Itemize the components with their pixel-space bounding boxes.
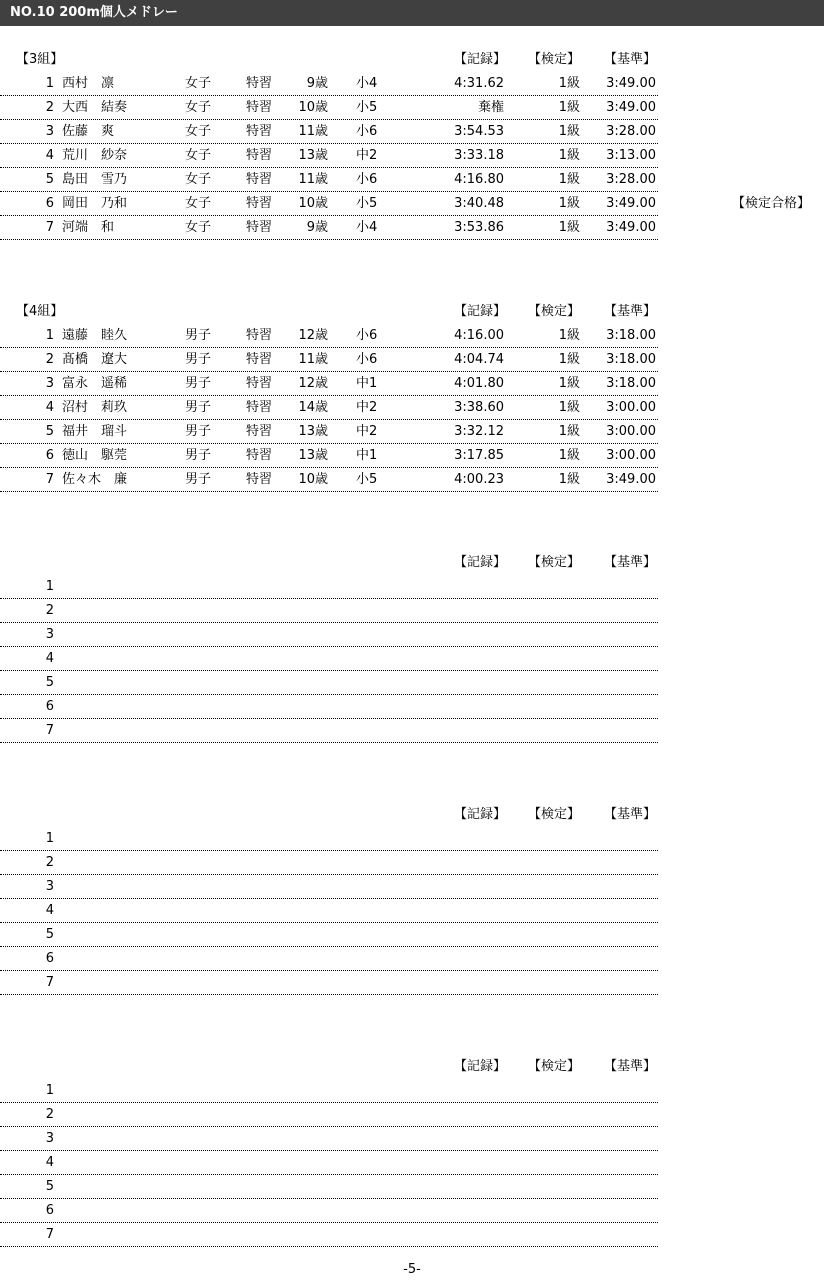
category: 特習 bbox=[246, 376, 273, 391]
entry-number: 6 bbox=[45, 196, 54, 211]
record-time: 3:54.53 bbox=[454, 124, 504, 139]
test-level: 1級 bbox=[558, 220, 580, 235]
standard-header: 【基準】 bbox=[604, 52, 657, 67]
record-time: 3:40.48 bbox=[454, 196, 504, 211]
entry-number: 5 bbox=[45, 1179, 54, 1194]
school-grade: 小6 bbox=[356, 328, 378, 343]
table-row bbox=[0, 695, 658, 719]
gender: 女子 bbox=[185, 100, 212, 115]
record-time: 4:00.23 bbox=[454, 472, 504, 487]
entry-number: 2 bbox=[45, 352, 54, 367]
group-header bbox=[0, 1055, 824, 1079]
gender: 男子 bbox=[185, 472, 212, 487]
school-grade: 小6 bbox=[356, 172, 378, 187]
table-row bbox=[0, 875, 658, 899]
standard-time: 3:00.00 bbox=[606, 424, 656, 439]
school-grade: 中2 bbox=[356, 424, 378, 439]
table-row bbox=[0, 851, 658, 875]
table-row bbox=[0, 1079, 658, 1103]
table-row bbox=[0, 96, 658, 120]
swimmer-name: 西村 凛 bbox=[62, 76, 115, 91]
swimmer-name: 佐藤 爽 bbox=[62, 124, 115, 139]
table-row bbox=[0, 216, 658, 240]
swimmer-name: 富永 遥稀 bbox=[62, 376, 128, 391]
entry-number: 7 bbox=[45, 220, 54, 235]
age: 9歳 bbox=[306, 220, 328, 235]
age: 10歳 bbox=[298, 196, 328, 211]
table-row bbox=[0, 348, 658, 372]
record-time: 4:01.80 bbox=[454, 376, 504, 391]
school-grade: 小5 bbox=[356, 472, 378, 487]
category: 特習 bbox=[246, 100, 273, 115]
standard-time: 3:00.00 bbox=[606, 448, 656, 463]
level-header: 【検定】 bbox=[528, 555, 581, 570]
age: 11歳 bbox=[298, 352, 328, 367]
test-level: 1級 bbox=[558, 424, 580, 439]
standard-time: 3:49.00 bbox=[606, 100, 656, 115]
standard-time: 3:18.00 bbox=[606, 376, 656, 391]
entry-number: 2 bbox=[45, 1107, 54, 1122]
category: 特習 bbox=[246, 76, 273, 91]
test-level: 1級 bbox=[558, 124, 580, 139]
record-time: 4:16.00 bbox=[454, 328, 504, 343]
entry-number: 1 bbox=[45, 831, 54, 846]
swimmer-name: 荒川 紗奈 bbox=[62, 148, 128, 163]
gender: 女子 bbox=[185, 148, 212, 163]
entry-number: 5 bbox=[45, 424, 54, 439]
test-level: 1級 bbox=[558, 352, 580, 367]
entry-number: 2 bbox=[45, 100, 54, 115]
record-time: 4:16.80 bbox=[454, 172, 504, 187]
gender: 女子 bbox=[185, 76, 212, 91]
standard-header: 【基準】 bbox=[604, 807, 657, 822]
table-row bbox=[0, 947, 658, 971]
entry-number: 1 bbox=[45, 579, 54, 594]
entry-number: 7 bbox=[45, 472, 54, 487]
record-header: 【記録】 bbox=[454, 304, 507, 319]
school-grade: 小6 bbox=[356, 352, 378, 367]
standard-time: 3:28.00 bbox=[606, 124, 656, 139]
table-row bbox=[0, 468, 658, 492]
entry-number: 6 bbox=[45, 951, 54, 966]
pass-label: 【検定合格】 bbox=[732, 196, 811, 211]
category: 特習 bbox=[246, 148, 273, 163]
table-row bbox=[0, 623, 658, 647]
age: 13歳 bbox=[298, 424, 328, 439]
table-row bbox=[0, 923, 658, 947]
school-grade: 中1 bbox=[356, 376, 378, 391]
entry-number: 5 bbox=[45, 172, 54, 187]
age: 12歳 bbox=[298, 328, 328, 343]
entry-number: 3 bbox=[45, 1131, 54, 1146]
record-time: 3:17.85 bbox=[454, 448, 504, 463]
table-row bbox=[0, 1103, 658, 1127]
record-header: 【記録】 bbox=[454, 555, 507, 570]
table-row bbox=[0, 599, 658, 623]
level-header: 【検定】 bbox=[528, 807, 581, 822]
table-row bbox=[0, 971, 658, 995]
entry-number: 1 bbox=[45, 1083, 54, 1098]
category: 特習 bbox=[246, 328, 273, 343]
record-time: 3:32.12 bbox=[454, 424, 504, 439]
swimmer-name: 河端 和 bbox=[62, 220, 115, 235]
level-header: 【検定】 bbox=[528, 52, 581, 67]
record-header: 【記録】 bbox=[454, 807, 507, 822]
table-row bbox=[0, 1151, 658, 1175]
swimmer-name: 佐々木 廉 bbox=[62, 472, 128, 487]
entry-number: 3 bbox=[45, 879, 54, 894]
swimmer-name: 大西 結奏 bbox=[62, 100, 128, 115]
group-header bbox=[0, 48, 824, 72]
school-grade: 小5 bbox=[356, 196, 378, 211]
standard-header: 【基準】 bbox=[604, 555, 657, 570]
test-level: 1級 bbox=[558, 328, 580, 343]
entry-number: 3 bbox=[45, 124, 54, 139]
test-level: 1級 bbox=[558, 376, 580, 391]
page-number: -5- bbox=[403, 1262, 421, 1277]
standard-header: 【基準】 bbox=[604, 1059, 657, 1074]
test-level: 1級 bbox=[558, 100, 580, 115]
school-grade: 小6 bbox=[356, 124, 378, 139]
gender: 男子 bbox=[185, 400, 212, 415]
table-row bbox=[0, 1223, 658, 1247]
age: 12歳 bbox=[298, 376, 328, 391]
entry-number: 5 bbox=[45, 675, 54, 690]
table-row bbox=[0, 575, 658, 599]
entry-number: 4 bbox=[45, 1155, 54, 1170]
school-grade: 中2 bbox=[356, 400, 378, 415]
school-grade: 中2 bbox=[356, 148, 378, 163]
standard-time: 3:18.00 bbox=[606, 352, 656, 367]
table-row bbox=[0, 72, 658, 96]
category: 特習 bbox=[246, 352, 273, 367]
entry-number: 4 bbox=[45, 651, 54, 666]
age: 10歳 bbox=[298, 472, 328, 487]
test-level: 1級 bbox=[558, 196, 580, 211]
age: 9歳 bbox=[306, 76, 328, 91]
gender: 女子 bbox=[185, 220, 212, 235]
swimmer-name: 島田 雪乃 bbox=[62, 172, 128, 187]
test-level: 1級 bbox=[558, 172, 580, 187]
table-row bbox=[0, 420, 658, 444]
table-row bbox=[0, 396, 658, 420]
table-row bbox=[0, 120, 658, 144]
category: 特習 bbox=[246, 424, 273, 439]
record-time: 3:53.86 bbox=[454, 220, 504, 235]
swimmer-name: 福井 瑠斗 bbox=[62, 424, 128, 439]
group-header bbox=[0, 803, 824, 827]
category: 特習 bbox=[246, 400, 273, 415]
gender: 男子 bbox=[185, 352, 212, 367]
entry-number: 2 bbox=[45, 603, 54, 618]
table-row bbox=[0, 827, 658, 851]
test-level: 1級 bbox=[558, 448, 580, 463]
swimmer-name: 岡田 乃和 bbox=[62, 196, 128, 211]
table-row bbox=[0, 1199, 658, 1223]
gender: 男子 bbox=[185, 424, 212, 439]
age: 13歳 bbox=[298, 448, 328, 463]
entry-number: 7 bbox=[45, 723, 54, 738]
age: 10歳 bbox=[298, 100, 328, 115]
table-row bbox=[0, 168, 658, 192]
age: 14歳 bbox=[298, 400, 328, 415]
group-header bbox=[0, 300, 824, 324]
age: 13歳 bbox=[298, 148, 328, 163]
entry-number: 1 bbox=[45, 76, 54, 91]
table-row bbox=[0, 671, 658, 695]
record-time: 4:04.74 bbox=[454, 352, 504, 367]
level-header: 【検定】 bbox=[528, 304, 581, 319]
entry-number: 3 bbox=[45, 627, 54, 642]
standard-time: 3:49.00 bbox=[606, 220, 656, 235]
standard-time: 3:49.00 bbox=[606, 472, 656, 487]
record-header: 【記録】 bbox=[454, 1059, 507, 1074]
age: 11歳 bbox=[298, 124, 328, 139]
group-header bbox=[0, 551, 824, 575]
age: 11歳 bbox=[298, 172, 328, 187]
school-grade: 小4 bbox=[356, 220, 378, 235]
table-row bbox=[0, 372, 658, 396]
test-level: 1級 bbox=[558, 76, 580, 91]
group-name: 【4組】 bbox=[16, 304, 64, 319]
entry-number: 3 bbox=[45, 376, 54, 391]
swimmer-name: 沼村 莉玖 bbox=[62, 400, 128, 415]
entry-number: 6 bbox=[45, 699, 54, 714]
school-grade: 中1 bbox=[356, 448, 378, 463]
entry-number: 7 bbox=[45, 975, 54, 990]
entry-number: 4 bbox=[45, 148, 54, 163]
table-row bbox=[0, 324, 658, 348]
swimmer-name: 徳山 駆莞 bbox=[62, 448, 128, 463]
standard-header: 【基準】 bbox=[604, 304, 657, 319]
table-row bbox=[0, 719, 658, 743]
standard-time: 3:18.00 bbox=[606, 328, 656, 343]
standard-time: 3:13.00 bbox=[606, 148, 656, 163]
standard-time: 3:00.00 bbox=[606, 400, 656, 415]
table-row bbox=[0, 444, 658, 468]
entry-number: 6 bbox=[45, 1203, 54, 1218]
entry-number: 4 bbox=[45, 903, 54, 918]
category: 特習 bbox=[246, 124, 273, 139]
entry-number: 4 bbox=[45, 400, 54, 415]
entry-number: 6 bbox=[45, 448, 54, 463]
category: 特習 bbox=[246, 196, 273, 211]
table-row bbox=[0, 647, 658, 671]
test-level: 1級 bbox=[558, 148, 580, 163]
swimmer-name: 遠藤 睦久 bbox=[62, 328, 128, 343]
category: 特習 bbox=[246, 220, 273, 235]
page-title: NO.10 200m個人メドレー bbox=[0, 0, 824, 26]
test-level: 1級 bbox=[558, 400, 580, 415]
gender: 女子 bbox=[185, 172, 212, 187]
group-name: 【3組】 bbox=[16, 52, 64, 67]
entry-number: 5 bbox=[45, 927, 54, 942]
table-row bbox=[0, 192, 658, 216]
table-row bbox=[0, 899, 658, 923]
record-time: 3:33.18 bbox=[454, 148, 504, 163]
table-row bbox=[0, 1175, 658, 1199]
standard-time: 3:49.00 bbox=[606, 76, 656, 91]
record-header: 【記録】 bbox=[454, 52, 507, 67]
gender: 男子 bbox=[185, 376, 212, 391]
entry-number: 1 bbox=[45, 328, 54, 343]
category: 特習 bbox=[246, 472, 273, 487]
table-row bbox=[0, 144, 658, 168]
gender: 女子 bbox=[185, 196, 212, 211]
record-time: 3:38.60 bbox=[454, 400, 504, 415]
school-grade: 小4 bbox=[356, 76, 378, 91]
gender: 男子 bbox=[185, 328, 212, 343]
category: 特習 bbox=[246, 448, 273, 463]
table-row bbox=[0, 1127, 658, 1151]
standard-time: 3:49.00 bbox=[606, 196, 656, 211]
record-time: 4:31.62 bbox=[454, 76, 504, 91]
gender: 女子 bbox=[185, 124, 212, 139]
entry-number: 2 bbox=[45, 855, 54, 870]
swimmer-name: 髙橋 遼大 bbox=[62, 352, 128, 367]
gender: 男子 bbox=[185, 448, 212, 463]
entry-number: 7 bbox=[45, 1227, 54, 1242]
category: 特習 bbox=[246, 172, 273, 187]
level-header: 【検定】 bbox=[528, 1059, 581, 1074]
standard-time: 3:28.00 bbox=[606, 172, 656, 187]
record-time: 棄権 bbox=[477, 100, 504, 115]
test-level: 1級 bbox=[558, 472, 580, 487]
school-grade: 小5 bbox=[356, 100, 378, 115]
